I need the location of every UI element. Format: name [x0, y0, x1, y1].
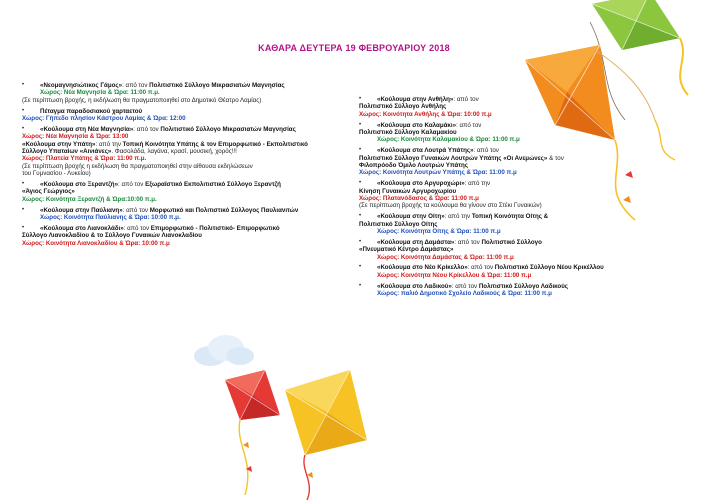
text-segment: Πολιτιστικό Σύλλογο Μικρασιατών Μαγνησίας	[160, 125, 296, 133]
text-segment: : από την	[464, 180, 491, 188]
text-segment: «Κούλουμα στην Ανθήλη»	[377, 96, 454, 103]
text-segment: Χώρος: Πλατεία Υπάτης & Ώρα: 11:00 π.μ.	[22, 155, 147, 163]
text-segment: «Πνευματικό Κέντρο Δαμάστας»	[359, 246, 454, 254]
event-detail	[359, 169, 629, 176]
event-detail	[359, 202, 629, 209]
event-heading	[22, 207, 352, 214]
text-segment: Εξωραϊστικό Εκπολιτιστικό Σύλλογο Ξεραντζή	[145, 181, 281, 189]
text-segment: Χώρος: Γήπεδο πλησίον Κάστρου Λαμίας & Ώρα: 12:00	[22, 115, 186, 123]
text-segment: (Σε περίπτωση βροχής, η εκδήλωση θα πραγματοποιηθεί στο Δημοτικό Θέατρο Λαμίας)	[22, 96, 262, 104]
text-segment: «Κούλουμα στην Οίτη»	[377, 213, 445, 221]
event-entry	[359, 147, 629, 177]
event-entry	[22, 108, 352, 123]
event-detail	[22, 97, 352, 104]
text-segment: Φιλοπρόοδο Όμιλο Λουτρών Υπάτης	[359, 162, 469, 170]
event-entry	[22, 225, 352, 247]
event-heading	[22, 126, 352, 133]
text-segment: Πέταγμα παραδοσιακού χαρταετού	[40, 107, 143, 115]
event-entry	[359, 96, 629, 118]
text-segment: «Κούλουμα στην Παύλιανη»	[40, 206, 123, 214]
text-segment: «Κούλουμα στην Υπάτη»	[22, 140, 96, 148]
event-detail	[359, 188, 629, 195]
text-segment: & τον	[547, 154, 564, 162]
text-segment: Πολιτιστικό Σύλλογο Μικρασιατών Μαγνησίας	[149, 82, 285, 89]
event-entry	[22, 181, 352, 203]
event-detail	[359, 195, 629, 202]
text-segment: Πολιτιστικό Σύλλογο Ανθήλης	[359, 103, 447, 111]
text-segment: «Κούλουμα στο Καλαμάκι»	[377, 121, 457, 129]
event-heading	[359, 283, 629, 290]
event-detail	[359, 254, 629, 261]
left-event-column	[22, 82, 352, 250]
text-segment: : από την	[444, 213, 472, 221]
event-heading	[359, 96, 629, 103]
text-segment: «Κούλουμα στη Δαμάστα»	[377, 238, 455, 246]
text-segment: : από τον	[451, 282, 479, 290]
text-segment: Χώρος: Κοινότητα Ξεραντζή & Ώρα:10:00 π.μ.	[22, 195, 157, 203]
event-detail	[22, 188, 352, 195]
event-detail	[359, 246, 629, 253]
event-entry	[359, 264, 629, 279]
text-segment: (Σε περίπτωση βροχής τα κούλουμα θα γίνουν στο Στέκι Γυναικών)	[359, 202, 542, 210]
event-entry	[22, 82, 352, 104]
text-segment: : από τον	[122, 206, 150, 214]
text-segment: «Άγιος Γεώργιος»	[22, 188, 75, 196]
event-heading	[22, 82, 352, 89]
event-entry	[359, 180, 629, 210]
text-segment: : από τον	[453, 96, 479, 103]
page-title: ΚΑΘΑΡΑ ΔΕΥΤΕΡΑ 19 ΦΕΒΡΟΥΑΡΙΟΥ 2018	[258, 43, 450, 53]
text-segment: Κίνηση Γυναικών Αργυροχωρίου	[359, 187, 457, 195]
text-segment: του Γυμνασίου - Λυκείου)	[22, 170, 91, 178]
text-segment: Χώρος: Πλατανόδασος & Ώρα: 11:00 π.μ	[359, 195, 479, 203]
text-segment: Χώρος: παλιό Δημοτικό Σχολείο Λαδικούς & Ώρα: 11:00 π.μ	[377, 290, 552, 298]
event-detail	[359, 111, 629, 118]
text-segment: Χώρος: Κοινότητα Δαμάστας & Ώρα: 11:00 π.μ	[377, 253, 514, 261]
event-detail	[359, 155, 629, 162]
text-segment: Επιμορφωτικό - Πολιτιστικό- Επιμορφωτικό	[150, 224, 280, 232]
event-detail	[359, 221, 629, 228]
text-segment: : από τον	[123, 224, 151, 232]
event-detail	[22, 133, 352, 140]
event-detail	[359, 162, 629, 169]
event-entry	[359, 122, 629, 144]
text-segment: Χώρος: Κοινότητα Λουτρών Υπάτης & Ώρα: 11:00 π.μ	[359, 169, 517, 177]
event-detail	[22, 155, 352, 162]
event-detail	[22, 214, 352, 221]
text-segment: «Νεομαγνησιώτικος Γάμος»	[40, 82, 123, 89]
text-segment: Πολιτιστικό Σύλλογο Γυναικών Λουτρών Υπάτης «Οι Ανεμώνες»	[359, 154, 548, 162]
text-segment: : από την	[95, 140, 123, 148]
text-segment: «Κούλουμα στο Αργυροχώρι»	[377, 180, 465, 188]
event-detail	[359, 136, 629, 143]
event-detail	[22, 240, 352, 247]
text-segment: : από τον	[456, 121, 482, 129]
event-heading	[359, 147, 629, 154]
text-segment: Χώρος: Νέα Μαγνησία & Ώρα: 13:00	[22, 133, 129, 141]
event-heading	[359, 239, 629, 246]
cloud-decoration	[188, 330, 258, 370]
event-detail	[22, 232, 352, 239]
text-segment: «Κούλουμα στο Ξεραντζή»	[40, 181, 119, 189]
text-segment: «Κούλουμα στο Λιανοκλάδι»	[40, 224, 124, 232]
event-heading	[359, 180, 629, 187]
event-detail	[22, 196, 352, 203]
text-segment: Χώρος: Κοινότητα Ανθήλης & Ώρα: 10:00 π.μ	[359, 110, 492, 118]
text-segment: : από τον	[467, 264, 495, 272]
event-heading	[359, 122, 629, 129]
text-segment: Χώρος: Νέα Μαγνησία & Ώρα: 11:00 π.μ.	[40, 89, 160, 97]
kite-yellow-bottom	[255, 360, 385, 500]
text-segment: Σύλλογο Λιανοκλαδίου & το Σύλλογο Γυναικών Λιανοκλαδίου	[22, 232, 202, 240]
event-heading	[22, 181, 352, 188]
text-segment: Χώρος: Κοινότητα Λιανοκλαδίου & Ώρα: 10:00 π.μ	[22, 239, 170, 247]
text-segment: Χώρος: Κοινότητα Νέου Κρίκελλου & Ώρα: 11:00 π.μ	[377, 271, 532, 279]
event-entry	[22, 207, 352, 222]
text-segment: Πολιτιστικό Σύλλογο Λαδικούς	[478, 282, 569, 290]
event-heading	[22, 225, 352, 232]
text-segment: : από τον	[473, 147, 499, 155]
event-heading	[359, 264, 629, 271]
event-heading	[22, 108, 352, 115]
right-event-column	[359, 96, 629, 301]
text-segment: (Σε περίπτωση βροχής η εκδήλωση θα πραγματοποιηθεί στην αίθουσα εκδηλώσεων	[22, 162, 253, 170]
event-detail	[22, 141, 352, 148]
text-segment: Πολιτιστικό Σύλλογο Οίτης	[359, 220, 438, 228]
text-segment: Χώρος: Κοινότητα Οίτης & Ώρα: 11:00 π.μ	[377, 228, 501, 236]
text-segment: : από τον	[122, 82, 150, 89]
text-segment: Χώρος: Κοινότητα Παύλιανης & Ώρα: 10:00 π.μ.	[40, 214, 181, 222]
event-heading	[359, 213, 629, 220]
text-segment: Τοπική Κοινότητα Υπάτης & τον Επιμορφωτικό - Εκπολιτιστικό	[122, 140, 308, 148]
text-segment: Πολιτιστικό Σύλλογο	[481, 238, 542, 246]
text-segment: «Κούλουμα στο Νέο Κρίκελλο»	[377, 264, 468, 272]
text-segment: : από τον	[133, 125, 161, 133]
event-detail	[359, 290, 629, 297]
event-entry	[359, 239, 629, 261]
event-detail	[22, 148, 352, 155]
event-detail	[22, 115, 352, 122]
text-segment: Πολιτιστικό Σύλλογο Νέου Κρικέλλου	[494, 264, 604, 272]
event-detail	[22, 89, 352, 96]
event-detail	[22, 170, 352, 177]
text-segment: «Κούλουμα στα Λουτρά Υπάτης»	[377, 147, 474, 155]
text-segment: . Φασολάδα, λαγάνα, κρασί, μουσική, χορός!!!	[111, 148, 237, 156]
text-segment: : από τον	[118, 181, 146, 189]
text-segment: Σύλλογο Υπαταίων «Αινιάνες»	[22, 148, 112, 156]
event-detail	[359, 228, 629, 235]
event-detail	[22, 163, 352, 170]
event-detail	[359, 103, 629, 110]
text-segment: Χώρος: Κοινότητα Καλαμακίου & Ώρα: 11:00 π.μ	[377, 136, 520, 144]
event-detail	[359, 129, 629, 136]
text-segment: : από τον	[454, 238, 482, 246]
text-segment: «Κούλουμα στο Λαδικού»	[377, 282, 452, 290]
text-segment: Τοπική Κοινότητα Οίτης &	[471, 213, 549, 221]
event-entry	[22, 126, 352, 178]
text-segment: Μορφωτικό και Πολιτιστικό Σύλλογος Παυλιανιτών	[149, 206, 299, 214]
event-entry	[359, 213, 629, 235]
text-segment: «Κούλουμα στη Νέα Μαγνησία»	[40, 125, 134, 133]
event-detail	[359, 272, 629, 279]
event-entry	[359, 283, 629, 298]
text-segment: Πολιτιστικό Σύλλογο Καλαμακίου	[359, 129, 457, 137]
